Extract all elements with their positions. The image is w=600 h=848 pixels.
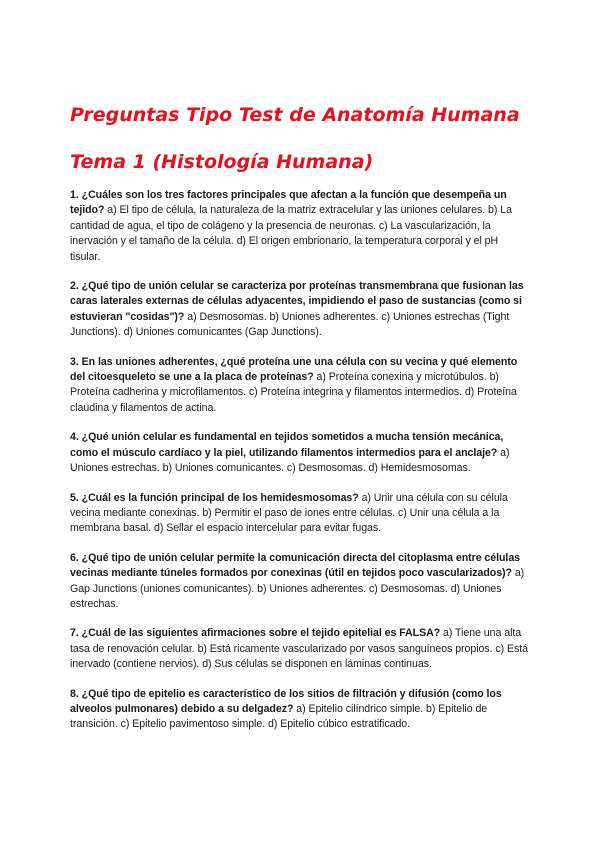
question-text: ¿Qué unión celular es fundamental en tejidos sometidos a mucha tensión mecánica, como el músculo cardíaco y la piel, utilizando filamentos intermedios para el anclaje? (70, 431, 504, 459)
answer-options: a) Tiene una alta tasa de renovación celular. b) Está ricamente vascularizado por vasos sanguíneos propios. c) Está inervado (contiene nervios). d) Sus células se disponen en láminas continuas. (70, 627, 528, 671)
answer-options: a) El tipo de célula, la naturaleza de la matriz extracelular y las uniones celulares. b) La cantidad de agua, el tipo de colágeno y la presencia de neuronas. c) La vascularización, la inervación y el tamaño de la célula. d) El origen embrionario, la temperatura corporal y el pH tisular. (70, 204, 512, 263)
question-item (70, 279, 530, 341)
answer-options: a) Proteína conexina y microtúbulos. b) Proteína cadherina y microfilamentos. c) Proteína integrina y filamentos intermedios. d) Proteína claudina y filamentos de actina. (70, 371, 517, 414)
question-number: 7. (70, 627, 79, 640)
question-text: ¿Qué tipo de epitelio es característico de los sitios de filtración y difusión (como los alveolos pulmonares) debido a su delgadez? (70, 687, 502, 715)
question-text: ¿Cuál de las siguientes afirmaciones sobre el tejido epitelial es FALSA? (81, 627, 441, 640)
question-number: 5. (70, 491, 79, 504)
question-text: ¿Cuáles son los tres factores principales que afectan a la función que desempeña un tejido? (70, 189, 507, 217)
question-list (70, 188, 530, 747)
question-text: En las uniones adherentes, ¿qué proteína une una célula con su vecina y qué elemento del citoesqueleto se une a la placa de proteínas? (70, 355, 518, 384)
question-number: 1. (70, 189, 79, 201)
question-number: 6. (70, 551, 79, 564)
question-text: ¿Qué tipo de unión celular se caracteriza por proteínas transmembrana que fusionan las caras laterales externas de células adyacentes, impidiendo el paso de sustancias (como si estuvieran "cosidas")? (70, 280, 524, 323)
question-item (70, 551, 530, 613)
question-text: ¿Qué tipo de unión celular permite la comunicación directa del citoplasma entre células vecinas mediante túneles formados por conexinas (útil en tejidos poco vascularizados)? (70, 551, 521, 580)
question-item (70, 491, 530, 537)
question-text: ¿Cuál es la función principal de los hemidesmosomas? (81, 491, 359, 504)
question-number: 8. (70, 687, 79, 700)
question-item (70, 626, 530, 672)
answer-options: a) Desmosomas. b) Uniones adherentes. c) Uniones estrechas (Tight Junctions). d) Uniones comunicantes (Gap Junctions). (70, 310, 510, 339)
question-item (70, 687, 530, 733)
document-title (70, 92, 550, 186)
question-item (70, 355, 530, 417)
title-line-1: Preguntas Tipo Test de Anatomía Humana (70, 104, 520, 126)
answer-options: a) Gap Junctions (uniones comunicantes). b) Uniones adherentes. c) Desmosomas. d) Uniones estrechas. (70, 567, 525, 610)
answer-options: a) Unir una célula con su célula vecina mediante conexinas. b) Permitir el paso de iones entre células. c) Unir una célula a la membrana basal. d) Sellar el espacio intercelular para evitar fugas. (70, 491, 508, 535)
question-number: 2. (70, 280, 79, 293)
answer-options: a) Uniones estrechas. b) Uniones comunicantes. c) Desmosomas. d) Hemidesmosomas. (70, 446, 510, 475)
title-line-2: Tema 1 (Histología Humana) (70, 151, 374, 173)
answer-options: a) Epitelio cilíndrico simple. b) Epitelio de transición. c) Epitelio pavimentoso simple. d) Epitelio cúbico estratificado. (70, 702, 488, 731)
question-number: 3. (70, 355, 79, 368)
question-item (70, 188, 530, 265)
question-item (70, 430, 530, 476)
question-number: 4. (70, 431, 79, 444)
